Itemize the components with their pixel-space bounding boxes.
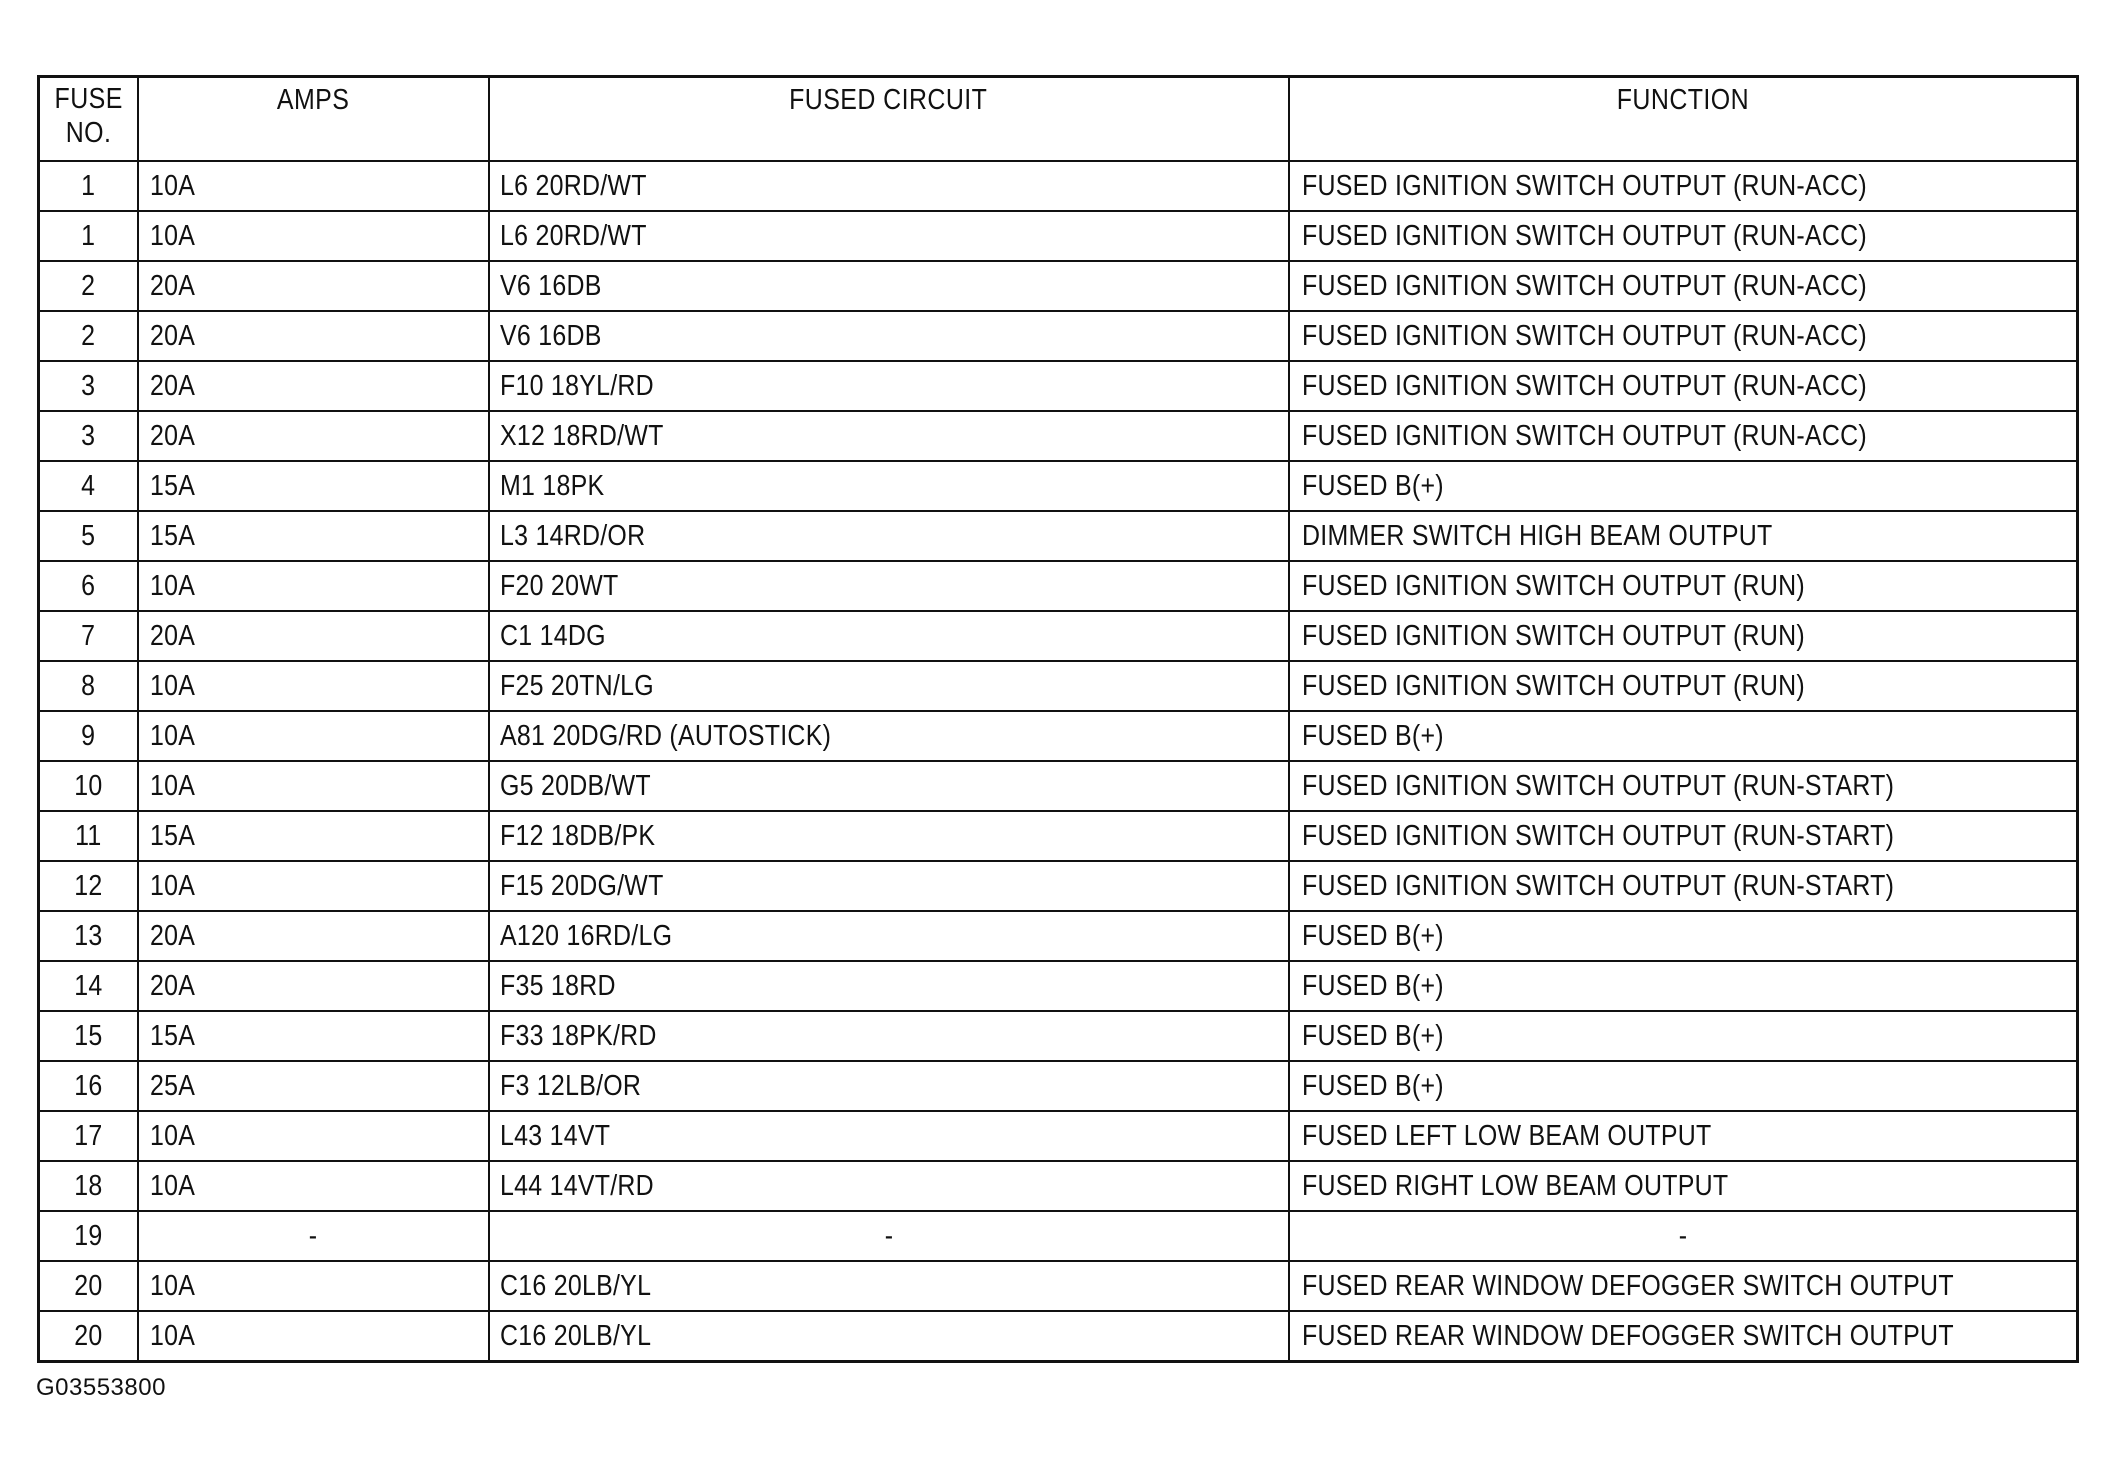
fuse-no-cell-text: 6 (81, 569, 96, 602)
amps-cell (138, 811, 489, 861)
function-cell-text: FUSED B(+) (1301, 1069, 1444, 1102)
table-row (39, 961, 2078, 1011)
header-fuse-no-line1: FUSE (54, 83, 123, 115)
fused-circuit-cell (489, 561, 1289, 611)
function-cell-text: FUSED IGNITION SWITCH OUTPUT (RUN-ACC) (1301, 419, 1867, 452)
table-row (39, 811, 2078, 861)
fused-circuit-cell (489, 961, 1289, 1011)
amps-cell (138, 361, 489, 411)
amps-cell-text: 20A (149, 269, 195, 302)
fused-circuit-cell-text: X12 18RD/WT (499, 419, 664, 452)
fused-circuit-cell (489, 461, 1289, 511)
function-cell (1289, 361, 2078, 411)
table-row (39, 761, 2078, 811)
fused-circuit-cell-text: C16 20LB/YL (499, 1269, 651, 1302)
fuse-no-cell (39, 1111, 138, 1161)
function-cell-text: FUSED REAR WINDOW DEFOGGER SWITCH OUTPUT (1301, 1319, 1954, 1352)
function-cell-text: FUSED B(+) (1301, 919, 1444, 952)
function-cell (1289, 611, 2078, 661)
fuse-no-cell (39, 611, 138, 661)
amps-cell-text: 15A (149, 519, 195, 552)
fused-circuit-cell (489, 911, 1289, 961)
fused-circuit-cell-text: M1 18PK (499, 469, 604, 502)
amps-cell-text: 25A (149, 1069, 195, 1102)
fuse-no-cell (39, 461, 138, 511)
table-row (39, 1211, 2078, 1261)
fused-circuit-cell-text: F20 20WT (499, 569, 618, 602)
amps-cell (138, 411, 489, 461)
function-cell-text: FUSED IGNITION SWITCH OUTPUT (RUN-ACC) (1301, 319, 1867, 352)
function-cell (1289, 1011, 2078, 1061)
fused-circuit-cell (489, 1061, 1289, 1111)
fuse-no-cell-text: 7 (81, 619, 96, 652)
amps-cell (138, 511, 489, 561)
function-cell-text: - (1678, 1219, 1688, 1252)
amps-cell (138, 1161, 489, 1211)
header-function-label: FUNCTION (1616, 84, 1749, 116)
table-row (39, 611, 2078, 661)
fused-circuit-cell (489, 1011, 1289, 1061)
function-cell-text: FUSED IGNITION SWITCH OUTPUT (RUN-ACC) (1301, 169, 1867, 202)
function-cell-text: FUSED IGNITION SWITCH OUTPUT (RUN) (1301, 669, 1805, 702)
fuse-no-cell (39, 1211, 138, 1261)
fuse-no-cell (39, 261, 138, 311)
fuse-no-cell-text: 2 (81, 319, 96, 352)
table-row (39, 1311, 2078, 1362)
function-cell-text: FUSED IGNITION SWITCH OUTPUT (RUN-START) (1301, 819, 1894, 852)
fuse-no-cell-text: 8 (81, 669, 96, 702)
fuse-no-cell-text: 10 (74, 769, 103, 802)
amps-cell-text: 20A (149, 319, 195, 352)
amps-cell-text: 15A (149, 469, 195, 502)
function-cell-text: FUSED IGNITION SWITCH OUTPUT (RUN-START) (1301, 869, 1894, 902)
function-cell (1289, 211, 2078, 261)
amps-cell (138, 261, 489, 311)
fuse-no-cell-text: 19 (74, 1219, 103, 1252)
amps-cell (138, 1311, 489, 1362)
fuse-no-cell-text: 11 (75, 819, 102, 852)
fused-circuit-cell-text: L43 14VT (499, 1119, 610, 1152)
fused-circuit-cell-text: F12 18DB/PK (499, 819, 655, 852)
function-cell-text: FUSED RIGHT LOW BEAM OUTPUT (1301, 1169, 1728, 1202)
fused-circuit-cell-text: F3 12LB/OR (499, 1069, 641, 1102)
fuse-no-cell-text: 15 (74, 1019, 103, 1052)
fuse-no-cell (39, 1011, 138, 1061)
fused-circuit-cell-text: V6 16DB (499, 319, 602, 352)
function-cell (1289, 261, 2078, 311)
fused-circuit-cell-text: A81 20DG/RD (AUTOSTICK) (499, 719, 831, 752)
table-row (39, 161, 2078, 211)
table-row (39, 1111, 2078, 1161)
function-cell-text: FUSED IGNITION SWITCH OUTPUT (RUN) (1301, 569, 1805, 602)
fuse-no-cell-text: 3 (81, 369, 96, 402)
fused-circuit-cell-text: F25 20TN/LG (499, 669, 654, 702)
fuse-no-cell (39, 311, 138, 361)
table-row (39, 861, 2078, 911)
fuse-no-cell-text: 13 (74, 919, 103, 952)
amps-cell-text: 10A (149, 719, 195, 752)
function-cell (1289, 161, 2078, 211)
header-fused-circuit-label: FUSED CIRCUIT (789, 84, 988, 116)
function-cell-text: FUSED REAR WINDOW DEFOGGER SWITCH OUTPUT (1301, 1269, 1954, 1302)
function-cell (1289, 911, 2078, 961)
fused-circuit-cell-text: F35 18RD (499, 969, 616, 1002)
fused-circuit-cell-text: F15 20DG/WT (499, 869, 664, 902)
fused-circuit-cell (489, 361, 1289, 411)
amps-cell (138, 161, 489, 211)
function-cell-text: FUSED B(+) (1301, 1019, 1444, 1052)
fuse-no-cell-text: 1 (81, 219, 96, 252)
fuse-no-cell-text: 14 (74, 969, 103, 1002)
amps-cell-text: 20A (149, 419, 195, 452)
fuse-no-cell (39, 861, 138, 911)
fuse-no-cell (39, 561, 138, 611)
table-row (39, 1161, 2078, 1211)
amps-cell-text: 10A (149, 169, 195, 202)
fused-circuit-cell-text: L6 20RD/WT (499, 169, 647, 202)
fused-circuit-cell (489, 311, 1289, 361)
function-cell (1289, 411, 2078, 461)
fuse-no-cell (39, 961, 138, 1011)
header-fuse-no-line2: NO. (65, 117, 112, 149)
fused-circuit-cell (489, 511, 1289, 561)
amps-cell (138, 961, 489, 1011)
table-row (39, 411, 2078, 461)
function-cell-text: FUSED IGNITION SWITCH OUTPUT (RUN-ACC) (1301, 269, 1867, 302)
function-cell-text: FUSED IGNITION SWITCH OUTPUT (RUN-ACC) (1301, 369, 1867, 402)
fused-circuit-cell (489, 761, 1289, 811)
amps-cell (138, 211, 489, 261)
function-cell-text: FUSED IGNITION SWITCH OUTPUT (RUN-ACC) (1301, 219, 1867, 252)
function-cell (1289, 811, 2078, 861)
amps-cell (138, 711, 489, 761)
function-cell-text: FUSED IGNITION SWITCH OUTPUT (RUN-START) (1301, 769, 1894, 802)
function-cell (1289, 711, 2078, 761)
table-header-row (39, 77, 2078, 162)
table-row (39, 1011, 2078, 1061)
amps-cell-text: 10A (149, 669, 195, 702)
amps-cell (138, 861, 489, 911)
table-row (39, 261, 2078, 311)
fuse-no-cell-text: 1 (81, 169, 96, 202)
amps-cell-text: 10A (149, 569, 195, 602)
fused-circuit-cell-text: F10 18YL/RD (499, 369, 654, 402)
function-cell (1289, 1211, 2078, 1261)
fused-circuit-cell-text: G5 20DB/WT (499, 769, 651, 802)
header-amps-label: AMPS (276, 84, 350, 116)
table-row (39, 211, 2078, 261)
fused-circuit-cell-text: L6 20RD/WT (499, 219, 647, 252)
fuse-chart (37, 75, 2076, 1363)
amps-cell (138, 461, 489, 511)
fuse-no-cell-text: 20 (74, 1319, 103, 1352)
function-cell (1289, 1311, 2078, 1362)
function-cell (1289, 1161, 2078, 1211)
amps-cell-text: 20A (149, 919, 195, 952)
fuse-no-cell (39, 211, 138, 261)
fuse-no-cell (39, 1261, 138, 1311)
amps-cell (138, 661, 489, 711)
amps-cell (138, 611, 489, 661)
figure-id: G03553800 (36, 1374, 166, 1401)
fused-circuit-cell (489, 211, 1289, 261)
fused-circuit-cell-text: L44 14VT/RD (499, 1169, 654, 1202)
fuse-no-cell (39, 1061, 138, 1111)
table-row (39, 561, 2078, 611)
fused-circuit-cell (489, 611, 1289, 661)
amps-cell-text: 10A (149, 219, 195, 252)
fuse-no-cell (39, 811, 138, 861)
fused-circuit-cell-text: - (884, 1219, 893, 1252)
amps-cell (138, 1211, 489, 1261)
fuse-no-cell-text: 9 (81, 719, 96, 752)
amps-cell-text: 10A (149, 769, 195, 802)
function-cell-text: FUSED B(+) (1301, 969, 1444, 1002)
fused-circuit-cell (489, 711, 1289, 761)
function-cell (1289, 1061, 2078, 1111)
fuse-no-cell-text: 16 (74, 1069, 103, 1102)
table-row (39, 711, 2078, 761)
fused-circuit-cell-text: L3 14RD/OR (499, 519, 645, 552)
fuse-no-cell (39, 711, 138, 761)
fuse-no-cell (39, 411, 138, 461)
table-body (39, 161, 2078, 1362)
function-cell (1289, 961, 2078, 1011)
fused-circuit-cell (489, 861, 1289, 911)
amps-cell (138, 761, 489, 811)
fused-circuit-cell-text: C1 14DG (499, 619, 606, 652)
amps-cell (138, 1011, 489, 1061)
fuse-no-cell-text: 2 (81, 269, 96, 302)
fuse-no-cell (39, 161, 138, 211)
fuse-no-cell (39, 1161, 138, 1211)
fused-circuit-cell (489, 1311, 1289, 1362)
table-row (39, 511, 2078, 561)
amps-cell-text: 15A (149, 819, 195, 852)
fused-circuit-cell-text: F33 18PK/RD (499, 1019, 657, 1052)
fuse-no-cell-text: 20 (74, 1269, 103, 1302)
fused-circuit-cell-text: V6 16DB (499, 269, 602, 302)
fused-circuit-cell (489, 1261, 1289, 1311)
amps-cell (138, 1061, 489, 1111)
amps-cell-text: 10A (149, 1169, 195, 1202)
fused-circuit-cell (489, 1211, 1289, 1261)
table-row (39, 361, 2078, 411)
amps-cell-text: 20A (149, 969, 195, 1002)
amps-cell (138, 1261, 489, 1311)
amps-cell-text: 10A (149, 1269, 195, 1302)
amps-cell (138, 1111, 489, 1161)
header-function (1289, 77, 2078, 162)
fused-circuit-cell (489, 411, 1289, 461)
amps-cell (138, 311, 489, 361)
amps-cell-text: 10A (149, 1319, 195, 1352)
function-cell-text: FUSED IGNITION SWITCH OUTPUT (RUN) (1301, 619, 1805, 652)
amps-cell (138, 561, 489, 611)
fused-circuit-cell (489, 1111, 1289, 1161)
table-row (39, 661, 2078, 711)
table-row (39, 311, 2078, 361)
amps-cell (138, 911, 489, 961)
table-row (39, 461, 2078, 511)
fuse-table (37, 75, 2079, 1363)
function-cell (1289, 861, 2078, 911)
function-cell (1289, 761, 2078, 811)
amps-cell-text: 20A (149, 619, 195, 652)
table-row (39, 911, 2078, 961)
function-cell-text: DIMMER SWITCH HIGH BEAM OUTPUT (1301, 519, 1773, 552)
fuse-no-cell-text: 17 (74, 1119, 103, 1152)
amps-cell-text: 10A (149, 1119, 195, 1152)
fuse-no-cell (39, 511, 138, 561)
amps-cell-text: 10A (149, 869, 195, 902)
amps-cell-text: 15A (149, 1019, 195, 1052)
function-cell-text: FUSED B(+) (1301, 719, 1444, 752)
fuse-no-cell-text: 4 (81, 469, 96, 502)
function-cell (1289, 311, 2078, 361)
fuse-no-cell (39, 1311, 138, 1362)
fused-circuit-cell-text: A120 16RD/LG (499, 919, 672, 952)
fused-circuit-cell-text: C16 20LB/YL (499, 1319, 651, 1352)
amps-cell-text: - (308, 1219, 318, 1252)
function-cell (1289, 461, 2078, 511)
function-cell-text: FUSED B(+) (1301, 469, 1444, 502)
table-row (39, 1261, 2078, 1311)
table-row (39, 1061, 2078, 1111)
fuse-no-cell (39, 361, 138, 411)
fuse-no-cell-text: 12 (74, 869, 103, 902)
function-cell (1289, 511, 2078, 561)
fused-circuit-cell (489, 161, 1289, 211)
fused-circuit-cell (489, 811, 1289, 861)
fused-circuit-cell (489, 661, 1289, 711)
function-cell (1289, 1111, 2078, 1161)
fuse-no-cell (39, 761, 138, 811)
function-cell-text: FUSED LEFT LOW BEAM OUTPUT (1301, 1119, 1711, 1152)
fuse-no-cell-text: 18 (74, 1169, 103, 1202)
fused-circuit-cell (489, 1161, 1289, 1211)
function-cell (1289, 561, 2078, 611)
fused-circuit-cell (489, 261, 1289, 311)
fuse-no-cell-text: 5 (81, 519, 96, 552)
fuse-no-cell (39, 911, 138, 961)
header-fuse-no (39, 77, 138, 162)
header-fused-circuit (489, 77, 1289, 162)
header-amps (138, 77, 489, 162)
function-cell (1289, 661, 2078, 711)
fuse-no-cell-text: 3 (81, 419, 96, 452)
amps-cell-text: 20A (149, 369, 195, 402)
function-cell (1289, 1261, 2078, 1311)
fuse-no-cell (39, 661, 138, 711)
